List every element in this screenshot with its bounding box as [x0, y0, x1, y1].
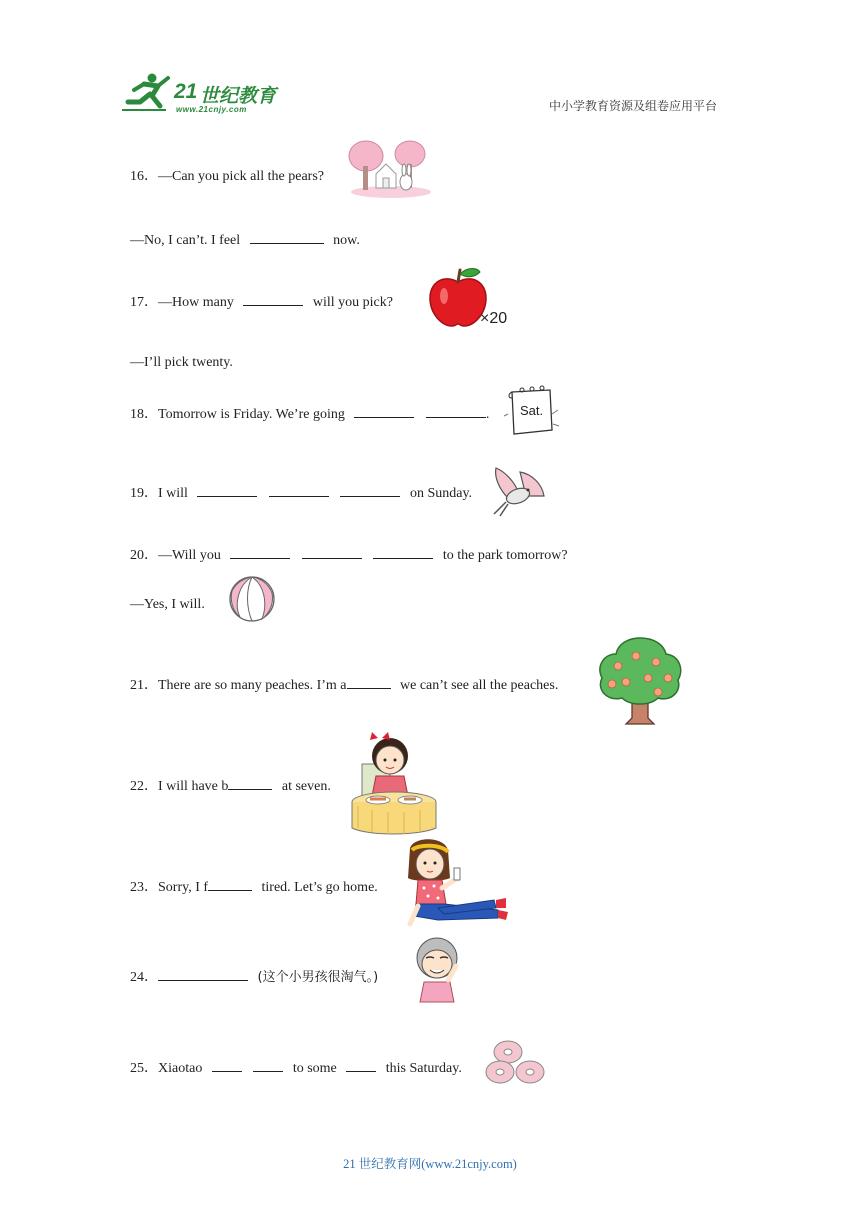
logo-url: www.21cnjy.com — [176, 105, 247, 114]
answer-blank-2[interactable] — [426, 404, 486, 418]
bird-flying-image — [486, 462, 548, 518]
answer-text: —Yes, I will. — [130, 597, 205, 612]
question-number: 24． — [130, 970, 158, 985]
header-logo — [122, 72, 292, 116]
question-text: —Can you pick all the pears? — [158, 169, 325, 184]
question-23 — [130, 877, 378, 897]
question-25 — [130, 1058, 462, 1078]
header-tagline: 中小学教育资源及组卷应用平台 — [549, 99, 718, 113]
answer-blank[interactable] — [347, 675, 391, 689]
question-text-middle: to some — [292, 1061, 337, 1076]
naughty-boy-image — [412, 936, 462, 1002]
question-text-end: we can’t see all the peaches. — [400, 678, 559, 693]
footer-text[interactable]: 21 世纪教育网(www.21cnjy.com) — [343, 1157, 517, 1171]
question-text: Xiaotao — [158, 1061, 203, 1076]
logo-text: 世纪教育 — [200, 85, 277, 107]
question-text: —How many — [158, 295, 234, 310]
question-number: 20． — [130, 548, 158, 563]
question-text: I will — [158, 486, 188, 501]
answer-blank-2[interactable] — [269, 483, 329, 497]
question-number: 23． — [130, 880, 158, 895]
question-16 — [130, 168, 324, 186]
question-text: (这个小男孩很淘气。) — [257, 970, 379, 985]
question-19 — [130, 483, 472, 503]
question-text-end: will you pick? — [312, 295, 393, 310]
answer-blank-3[interactable] — [346, 1058, 376, 1072]
beach-ball-image — [228, 575, 276, 623]
question-text: Sorry, I f — [158, 880, 209, 895]
question-text: —Will you — [158, 548, 221, 563]
cd-discs-image — [484, 1036, 548, 1088]
question-number: 18． — [130, 407, 158, 422]
answer-blank-3[interactable] — [340, 483, 400, 497]
pear-trees-rabbit-image — [348, 136, 434, 200]
question-number: 19． — [130, 486, 158, 501]
answer-blank-1[interactable] — [197, 483, 257, 497]
question-18 — [130, 404, 489, 424]
runner-logo-icon — [122, 72, 180, 114]
question-text: There are so many peaches. I’m a — [158, 678, 347, 693]
tired-girl-sitting-image — [398, 838, 510, 930]
apple-count-label: ×20 — [480, 310, 508, 327]
peach-tree-image — [596, 636, 684, 726]
logo-number: 21 — [174, 80, 198, 103]
answer-text-end: now. — [333, 233, 360, 248]
question-number: 17． — [130, 295, 158, 310]
question-16-answer-line — [130, 230, 360, 250]
question-number: 22． — [130, 779, 158, 794]
question-17-answer-line — [130, 354, 233, 372]
question-number: 16． — [130, 169, 158, 184]
answer-text: —No, I can’t. I feel — [130, 233, 241, 248]
question-number: 25． — [130, 1061, 158, 1076]
girl-eating-breakfast-image — [348, 730, 438, 836]
answer-blank-2[interactable] — [302, 545, 362, 559]
question-number: 21． — [130, 678, 158, 693]
answer-blank-2[interactable] — [253, 1058, 283, 1072]
question-22 — [130, 776, 331, 796]
question-21 — [130, 675, 558, 695]
answer-blank-1[interactable] — [212, 1058, 242, 1072]
calendar-label: Sat. — [520, 403, 544, 418]
question-text-end: . — [485, 407, 490, 422]
answer-blank[interactable] — [158, 967, 248, 981]
answer-blank-3[interactable] — [373, 545, 433, 559]
answer-blank[interactable] — [228, 776, 272, 790]
answer-blank-1[interactable] — [354, 404, 414, 418]
question-text: I will have b — [158, 779, 229, 794]
question-text-end: on Sunday. — [409, 486, 473, 501]
question-text: Tomorrow is Friday. We’re going — [158, 407, 345, 422]
question-text-end: tired. Let’s go home. — [261, 880, 378, 895]
question-20-answer-line — [130, 596, 205, 614]
answer-blank[interactable] — [243, 292, 303, 306]
red-apple-image — [428, 266, 488, 328]
answer-blank-1[interactable] — [230, 545, 290, 559]
question-17 — [130, 292, 393, 312]
answer-blank[interactable] — [208, 877, 252, 891]
question-text-end: this Saturday. — [385, 1061, 462, 1076]
answer-text: —I’ll pick twenty. — [130, 355, 233, 370]
question-24 — [130, 967, 378, 987]
question-text-end: at seven. — [281, 779, 331, 794]
question-20 — [130, 545, 568, 565]
question-text-end: to the park tomorrow? — [442, 548, 568, 563]
answer-blank[interactable] — [250, 230, 324, 244]
